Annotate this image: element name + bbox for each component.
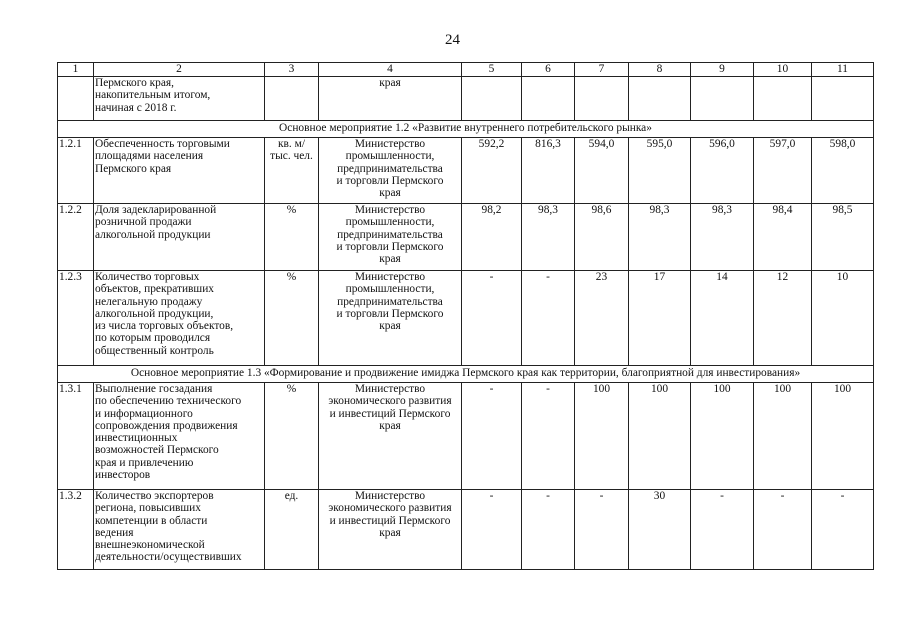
table-row xyxy=(58,77,874,121)
column-header: 10 xyxy=(754,63,812,77)
column-header: 2 xyxy=(94,63,265,77)
indicator-name: Выполнение госзадания по обеспечению технического и информационного сопровождения продвижения инвестиционных возможностей Пермского края и привлечению инвесторов xyxy=(94,383,265,490)
responsible-cell: Министерство промышленности, предпринимательства и торговли Пермского края xyxy=(319,138,462,204)
row-id: 1.2.3 xyxy=(58,271,94,366)
value-cell: - xyxy=(522,383,575,490)
page-number: 24 xyxy=(445,32,460,48)
column-header: 7 xyxy=(575,63,629,77)
value-cell: 100 xyxy=(812,383,874,490)
section-row xyxy=(58,366,874,383)
value-cell: - xyxy=(462,490,522,570)
value-cell: 100 xyxy=(575,383,629,490)
column-header: 11 xyxy=(812,63,874,77)
value-cell: 100 xyxy=(629,383,691,490)
value-cell: 816,3 xyxy=(522,138,575,204)
value-cell xyxy=(812,77,874,121)
unit-cell: % xyxy=(265,271,319,366)
value-cell: 597,0 xyxy=(754,138,812,204)
value-cell: 594,0 xyxy=(575,138,629,204)
column-header: 9 xyxy=(691,63,754,77)
value-cell: - xyxy=(522,271,575,366)
indicator-name: Пермского края, накопительным итогом, начиная с 2018 г. xyxy=(94,77,265,121)
value-cell: 17 xyxy=(629,271,691,366)
indicator-name: Обеспеченность торговыми площадями населения Пермского края xyxy=(94,138,265,204)
table-row xyxy=(58,138,874,204)
value-cell: 592,2 xyxy=(462,138,522,204)
table-row xyxy=(58,271,874,366)
value-cell: 98,3 xyxy=(629,204,691,271)
indicator-name: Количество экспортеров региона, повысивших компетенции в области ведения внешнеэкономической деятельности/осуществивших xyxy=(94,490,265,570)
value-cell xyxy=(691,77,754,121)
row-id xyxy=(58,77,94,121)
indicators-table xyxy=(57,62,874,570)
value-cell: 10 xyxy=(812,271,874,366)
responsible-cell: Министерство промышленности, предпринимательства и торговли Пермского края xyxy=(319,271,462,366)
value-cell: 98,6 xyxy=(575,204,629,271)
column-header: 3 xyxy=(265,63,319,77)
table-row xyxy=(58,204,874,271)
table-row xyxy=(58,490,874,570)
value-cell xyxy=(462,77,522,121)
value-cell: - xyxy=(812,490,874,570)
value-cell: 12 xyxy=(754,271,812,366)
value-cell: - xyxy=(522,490,575,570)
responsible-cell: Министерство экономического развития и инвестиций Пермского края xyxy=(319,490,462,570)
value-cell xyxy=(754,77,812,121)
indicator-name: Количество торговых объектов, прекративших нелегальную продажу алкогольной продукции, из числа торговых объектов, по которым проводился общественный контроль xyxy=(94,271,265,366)
column-header: 5 xyxy=(462,63,522,77)
column-header: 6 xyxy=(522,63,575,77)
unit-cell: кв. м/ тыс. чел. xyxy=(265,138,319,204)
unit-cell: % xyxy=(265,204,319,271)
unit-cell: ед. xyxy=(265,490,319,570)
value-cell: 596,0 xyxy=(691,138,754,204)
value-cell: 98,2 xyxy=(462,204,522,271)
value-cell: - xyxy=(575,490,629,570)
value-cell: 98,3 xyxy=(522,204,575,271)
value-cell xyxy=(522,77,575,121)
table-row xyxy=(58,383,874,490)
row-id: 1.3.2 xyxy=(58,490,94,570)
value-cell: 100 xyxy=(691,383,754,490)
unit-cell: % xyxy=(265,383,319,490)
value-cell xyxy=(575,77,629,121)
row-id: 1.3.1 xyxy=(58,383,94,490)
row-id: 1.2.1 xyxy=(58,138,94,204)
value-cell: - xyxy=(754,490,812,570)
section-row xyxy=(58,121,874,138)
value-cell: 14 xyxy=(691,271,754,366)
value-cell: - xyxy=(462,383,522,490)
responsible-cell: края xyxy=(319,77,462,121)
value-cell: 595,0 xyxy=(629,138,691,204)
section-title: Основное мероприятие 1.3 «Формирование и продвижение имиджа Пермского края как территории, благоприятной для инвестирования» xyxy=(58,366,874,383)
section-title: Основное мероприятие 1.2 «Развитие внутреннего потребительского рынка» xyxy=(58,121,874,138)
value-cell: - xyxy=(462,271,522,366)
value-cell: 598,0 xyxy=(812,138,874,204)
value-cell: 98,5 xyxy=(812,204,874,271)
indicator-name: Доля задекларированной розничной продажи алкогольной продукции xyxy=(94,204,265,271)
value-cell: 100 xyxy=(754,383,812,490)
value-cell: 23 xyxy=(575,271,629,366)
column-header: 8 xyxy=(629,63,691,77)
column-header: 4 xyxy=(319,63,462,77)
responsible-cell: Министерство промышленности, предпринимательства и торговли Пермского края xyxy=(319,204,462,271)
unit-cell xyxy=(265,77,319,121)
value-cell: 98,4 xyxy=(754,204,812,271)
responsible-cell: Министерство экономического развития и инвестиций Пермского края xyxy=(319,383,462,490)
header-row xyxy=(58,63,874,77)
value-cell: 30 xyxy=(629,490,691,570)
row-id: 1.2.2 xyxy=(58,204,94,271)
value-cell xyxy=(629,77,691,121)
column-header: 1 xyxy=(58,63,94,77)
value-cell: - xyxy=(691,490,754,570)
value-cell: 98,3 xyxy=(691,204,754,271)
